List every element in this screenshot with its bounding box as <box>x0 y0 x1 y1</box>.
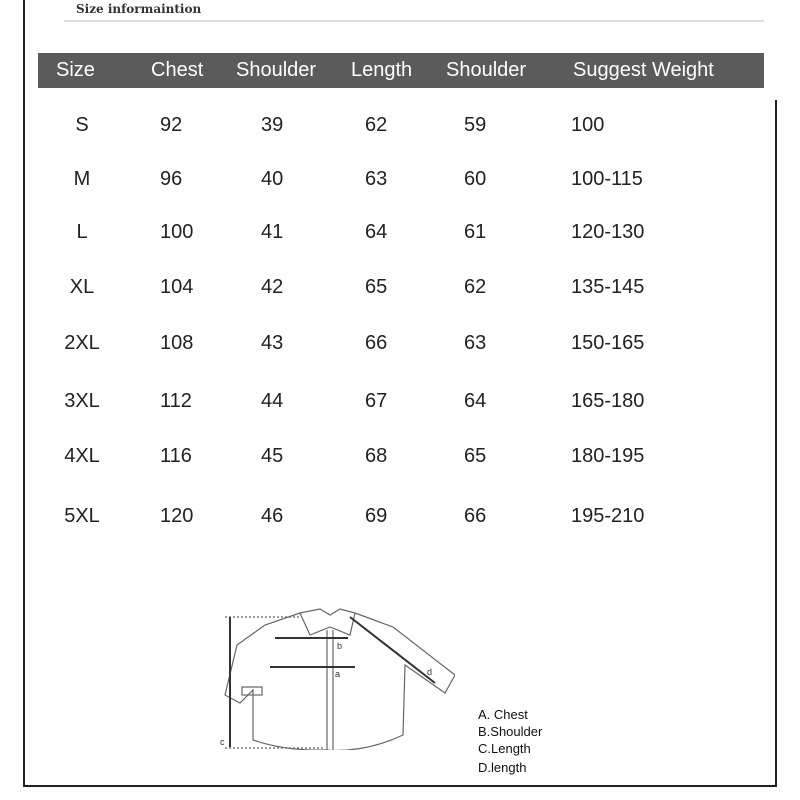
column-header: Chest <box>151 59 204 81</box>
table-cell: 59 <box>464 114 487 136</box>
table-cell: 66 <box>464 505 487 527</box>
table-cell: 67 <box>365 390 388 412</box>
table-cell: 42 <box>261 276 284 298</box>
table-cell: 135-145 <box>571 276 645 298</box>
table-cell: 100 <box>160 221 194 243</box>
table-cell: 60 <box>464 168 487 190</box>
column-header: Suggest Weight <box>573 59 714 81</box>
label-c: c <box>220 737 225 747</box>
table-cell: 62 <box>365 114 388 136</box>
legend-sleeve-length: D.length <box>478 760 527 775</box>
table-cell: 5XL <box>64 505 100 527</box>
table-cell: 61 <box>464 221 487 243</box>
table-cell: 65 <box>365 276 388 298</box>
label-a: a <box>335 669 341 679</box>
table-cell: M <box>73 168 91 190</box>
table-cell: 100 <box>571 114 605 136</box>
table-cell: 68 <box>365 445 388 467</box>
column-header: Shoulder <box>236 59 317 81</box>
table-cell: 64 <box>464 390 487 412</box>
section-title: Size informaintion <box>76 2 202 16</box>
table-cell: 65 <box>464 445 487 467</box>
table-cell: 46 <box>261 505 284 527</box>
table-cell: S <box>75 114 89 136</box>
table-cell: 150-165 <box>571 332 645 354</box>
table-cell: 3XL <box>64 390 100 412</box>
table-cell: 43 <box>261 332 284 354</box>
table-cell: 165-180 <box>571 390 645 412</box>
table-cell: 116 <box>160 445 192 467</box>
table-cell: 44 <box>261 390 284 412</box>
left-border <box>23 0 25 787</box>
table-cell: 2XL <box>64 332 100 354</box>
legend-chest: A. Chest <box>478 707 528 722</box>
table-cell: 96 <box>160 168 183 190</box>
table-cell: 45 <box>261 445 284 467</box>
label-b: b <box>337 641 343 651</box>
table-cell: 120 <box>160 505 194 527</box>
column-header: Shoulder <box>446 59 527 81</box>
table-cell: 104 <box>160 276 194 298</box>
table-cell: 41 <box>261 221 284 243</box>
table-cell: 62 <box>464 276 487 298</box>
legend-length: C.Length <box>478 741 531 756</box>
column-header: Size <box>56 59 95 81</box>
right-border <box>775 100 777 787</box>
bottom-border <box>23 785 777 787</box>
table-cell: 108 <box>160 332 194 354</box>
table-cell: 66 <box>365 332 388 354</box>
table-cell: 195-210 <box>571 505 645 527</box>
label-d: d <box>427 667 433 677</box>
table-cell: 112 <box>160 390 192 412</box>
legend-shoulder: B.Shoulder <box>478 724 543 739</box>
table-cell: 64 <box>365 221 388 243</box>
column-header: Length <box>351 59 413 81</box>
table-cell: 120-130 <box>571 221 645 243</box>
table-cell: 100-115 <box>571 168 643 190</box>
table-cell: 39 <box>261 114 284 136</box>
table-cell: 92 <box>160 114 183 136</box>
table-cell: 63 <box>365 168 388 190</box>
table-cell: 180-195 <box>571 445 645 467</box>
table-cell: XL <box>69 276 95 298</box>
table-cell: L <box>76 221 88 243</box>
table-cell: 69 <box>365 505 388 527</box>
shirt-diagram <box>215 605 455 750</box>
table-cell: 4XL <box>64 445 100 467</box>
title-divider <box>64 20 764 22</box>
table-cell: 63 <box>464 332 487 354</box>
table-cell: 40 <box>261 168 284 190</box>
